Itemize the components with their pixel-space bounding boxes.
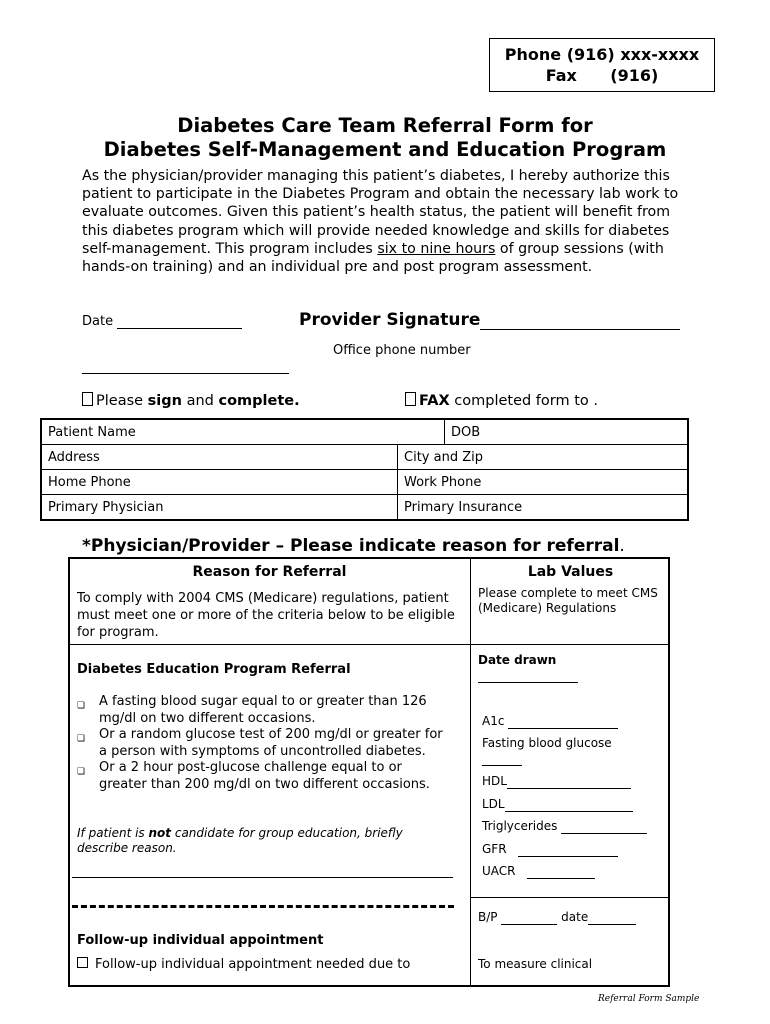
gfr-field[interactable]	[482, 842, 618, 857]
patient-name-cell[interactable]: Patient Name	[41, 419, 445, 445]
note-text: If patient is	[77, 826, 149, 840]
criteria-text: Or a 2 hour post-glucose challenge equal to or greater than 200 mg/dl on two different occasions.	[99, 760, 430, 792]
sign-instruction	[82, 392, 300, 409]
uacr-line	[527, 878, 595, 879]
date-drawn-line[interactable]	[478, 682, 578, 683]
a1c-label: A1c	[482, 714, 505, 728]
trig-label: Triglycerides	[482, 819, 558, 833]
sign-prefix: Please	[96, 393, 148, 409]
reason-description: To comply with 2004 CMS (Medicare) regulations, patient must meet one or more of the criteria below to be eligible for program.	[77, 591, 455, 640]
intro-paragraph	[82, 167, 692, 276]
sign-word: sign	[147, 393, 182, 409]
provider-signature-field[interactable]	[299, 310, 680, 330]
criteria-text: A fasting blood sugar equal to or greater than 126 mg/dl on two different occasions.	[99, 694, 427, 726]
referral-heading-end: .	[619, 536, 625, 556]
hdl-field[interactable]	[482, 774, 631, 789]
office-phone-label: Office phone number	[333, 343, 471, 358]
hdl-line	[507, 788, 631, 789]
checkbox-icon[interactable]: ❏	[77, 734, 86, 744]
date-field[interactable]	[82, 314, 242, 329]
ldl-label: LDL	[482, 797, 505, 811]
date-label: Date	[82, 314, 114, 329]
fbg-label: Fasting blood glucose	[482, 736, 612, 750]
intro-hours: six to nine hours	[377, 240, 496, 257]
sign-mid: and	[181, 393, 219, 409]
uacr-field[interactable]	[482, 864, 595, 879]
gfr-line	[518, 856, 618, 857]
bp-date-label: date	[561, 910, 589, 924]
row-divider	[470, 897, 670, 898]
table-row	[41, 495, 688, 521]
city-zip-cell[interactable]: City and Zip	[398, 445, 689, 470]
work-phone-cell[interactable]: Work Phone	[398, 470, 689, 495]
gfr-label: GFR	[482, 842, 507, 856]
not-candidate-note	[77, 826, 437, 856]
hdl-label: HDL	[482, 774, 507, 788]
patient-info-table	[40, 418, 689, 521]
primary-physician-cell[interactable]: Primary Physician	[41, 495, 398, 521]
followup-title: Follow-up individual appointment	[77, 933, 324, 948]
phone-number: Phone (916) xxx-xxxx	[504, 45, 700, 64]
signature-line	[480, 329, 680, 330]
ldl-line	[505, 811, 633, 812]
provider-signature-label: Provider Signature	[299, 310, 481, 330]
address-cell[interactable]: Address	[41, 445, 398, 470]
bp-field[interactable]	[478, 910, 636, 925]
fax-number: Fax (916)	[545, 66, 659, 85]
fbg-line[interactable]	[482, 765, 522, 766]
intro-text-1: As the physician/provider managing this patient’s diabetes, I hereby authorize this patient to participate in the Diabetes Program and obtain the necessary lab work to evaluate outcomes. Given this patient’s health status, the patient will benefit from this diabetes program which will provide needed knowledge and skills for diabetes self-management. This program includes	[82, 168, 679, 257]
checkbox-icon	[82, 392, 93, 406]
a1c-line	[508, 728, 618, 729]
lab-description: Please complete to meet CMS (Medicare) Regulations	[478, 586, 658, 615]
dashed-divider	[72, 905, 454, 908]
column-divider	[470, 557, 471, 987]
trig-line	[561, 833, 647, 834]
office-phone-line[interactable]	[82, 373, 289, 374]
criteria-list	[77, 694, 452, 793]
measure-text: To measure clinical	[478, 957, 593, 971]
fax-rest: completed form to .	[449, 393, 598, 409]
followup-item[interactable]	[77, 956, 410, 973]
program-title: Diabetes Education Program Referral	[77, 662, 351, 677]
lab-header: Lab Values	[527, 564, 614, 580]
note-emphasis: not	[148, 826, 172, 840]
table-row	[41, 445, 688, 470]
form-title-line1: Diabetes Care Team Referral Form for	[177, 114, 593, 137]
table-row	[41, 470, 688, 495]
referral-heading-text: *Physician/Provider – Please indicate reason for referral	[82, 536, 620, 556]
followup-text: Follow-up individual appointment needed due to	[95, 957, 411, 972]
bp-date-line	[588, 924, 636, 925]
a1c-field[interactable]	[482, 714, 618, 729]
home-phone-cell[interactable]: Home Phone	[41, 470, 398, 495]
uacr-label: UACR	[482, 864, 516, 878]
date-line	[117, 328, 242, 329]
row-divider	[68, 644, 471, 645]
fax-instruction	[405, 392, 598, 409]
ldl-field[interactable]	[482, 797, 633, 812]
fax-word: FAX	[419, 393, 450, 409]
intro-text-2: of group sessions (with hands-on training) and an individual pre and post program assessment.	[82, 240, 664, 276]
dob-cell[interactable]: DOB	[445, 419, 689, 445]
list-item[interactable]	[77, 727, 452, 760]
reason-line[interactable]	[72, 877, 453, 878]
note-text: candidate for group education, briefly describe reason.	[77, 826, 403, 855]
table-row	[41, 419, 688, 445]
row-divider	[470, 644, 670, 645]
checkbox-icon	[405, 392, 416, 406]
checkbox-icon[interactable]	[77, 957, 88, 968]
contact-box	[489, 38, 715, 92]
list-item[interactable]	[77, 694, 452, 727]
referral-heading	[82, 536, 625, 556]
footer-label: Referral Form Sample	[598, 994, 700, 1004]
trig-field[interactable]	[482, 819, 647, 834]
complete-word: complete.	[218, 393, 300, 409]
form-title-line2: Diabetes Self-Management and Education Program	[103, 138, 667, 161]
bp-label: B/P	[478, 910, 498, 924]
bp-line	[501, 924, 557, 925]
date-drawn-label: Date drawn	[478, 653, 557, 667]
list-item[interactable]	[77, 760, 452, 793]
checkbox-icon[interactable]: ❏	[77, 701, 86, 711]
reason-header: Reason for Referral	[192, 564, 347, 580]
checkbox-icon[interactable]: ❏	[77, 767, 86, 777]
primary-insurance-cell[interactable]: Primary Insurance	[398, 495, 689, 521]
criteria-text: Or a random glucose test of 200 mg/dl or greater for a person with symptoms of uncontrolled diabetes.	[99, 727, 443, 759]
